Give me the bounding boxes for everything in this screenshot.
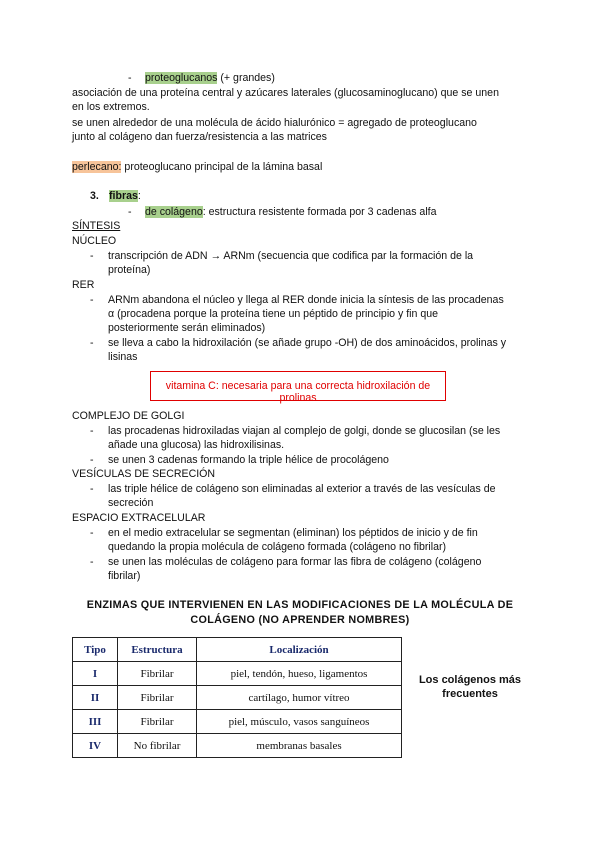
perlecano-rest: proteoglucano principal de la lámina basal: [121, 161, 323, 173]
text-line: quedando la propia molécula de colágeno formada (colágeno no fibrilar): [108, 541, 447, 553]
dash: -: [90, 425, 94, 437]
fibras-colon: :: [137, 190, 141, 202]
dash: -: [90, 483, 94, 495]
dash: -: [90, 454, 94, 466]
side-note: Los colágenos más frecuentes: [418, 674, 522, 700]
dash: -: [90, 556, 94, 568]
text-line: secreción: [108, 497, 154, 509]
text-line: se lleva a cabo la hidroxilación (se añade grupo -OH) de dos aminoácidos, prolinas y: [108, 337, 507, 349]
dash: -: [90, 337, 94, 349]
text-line: las procadenas hidroxiladas viajan al complejo de golgi, donde se glucosilan (se les: [108, 425, 501, 437]
text-line: las triple hélice de colágeno son eliminadas al exterior a través de las vesículas de: [108, 483, 496, 495]
text-line: añade una glucosa) las hidroxilisinas.: [108, 439, 285, 451]
perlecano-line: [72, 160, 322, 174]
proteoglucanos-rest: (+ grandes): [217, 72, 275, 84]
cell-tipo: IV: [73, 734, 118, 758]
text-line: transcripción de ADN → ARNm (secuencia que codifica par la formación de la: [108, 250, 474, 262]
text-line: junto al colágeno dan fuerza/resistencia a las matrices: [72, 131, 327, 143]
vitamina-c-text: vitamina C: necesaria para una correcta hidroxilación de prolinas: [165, 380, 431, 404]
proteoglucanos-line: [145, 71, 275, 85]
text-line: proteína): [108, 264, 151, 276]
text-line: en el medio extracelular se segmentan (eliminan) los péptidos de inicio y de fin: [108, 527, 478, 539]
cell-estructura: Fibrilar: [118, 686, 197, 710]
fibras-label: fibras: [109, 190, 138, 202]
dash: -: [128, 72, 132, 84]
text-line: se unen las moléculas de colágeno para formar las fibra de colágeno (colágeno: [108, 556, 482, 568]
text-line: ARNm abandona el núcleo y llega al RER donde inicia la síntesis de las procadenas: [108, 294, 504, 306]
text-line: asociación de una proteína central y azúcares laterales (glucosaminoglucano) que se unen: [72, 87, 499, 99]
enzimas-title: COLÁGENO (NO APRENDER NOMBRES): [190, 614, 410, 626]
collagen-table: [72, 637, 402, 758]
cell-estructura: Fibrilar: [118, 710, 197, 734]
section-nucleo: NÚCLEO: [72, 235, 117, 247]
colageno-term: de colágeno: [145, 206, 203, 218]
cell-tipo: III: [73, 710, 118, 734]
fibras-heading: [109, 189, 141, 203]
text-line: en los extremos.: [72, 101, 150, 113]
col-header-localizacion: Localización: [197, 638, 402, 662]
section-golgi: COMPLEJO DE GOLGI: [72, 410, 185, 422]
section-vesiculas: VESÍCULAS DE SECRECIÓN: [72, 468, 216, 480]
fibras-number: 3.: [90, 190, 99, 202]
table-row: [73, 734, 402, 758]
cell-estructura: No fibrilar: [118, 734, 197, 758]
dash: -: [90, 294, 94, 306]
text-line: fibrilar): [108, 570, 141, 582]
dash: -: [128, 206, 132, 218]
table-header-row: [73, 638, 402, 662]
section-espacio: ESPACIO EXTRACELULAR: [72, 512, 206, 524]
cell-localizacion: cartílago, humor vítreo: [197, 686, 402, 710]
text-line: se unen alrededor de una molécula de ácido hialurónico = agregado de proteoglucano: [72, 117, 477, 129]
col-header-estructura: Estructura: [118, 638, 197, 662]
perlecano-term: perlecano:: [72, 161, 122, 173]
text-line: posteriormente serán eliminados): [108, 322, 266, 334]
col-header-tipo: Tipo: [73, 638, 118, 662]
vitamina-c-note: [150, 371, 446, 404]
table-row: [73, 662, 402, 686]
cell-tipo: I: [73, 662, 118, 686]
text-line: α (procadena porque la proteína tiene un péptido de principio y fin que: [108, 308, 439, 320]
table-row: [73, 710, 402, 734]
table-row: [73, 686, 402, 710]
dash: -: [90, 527, 94, 539]
section-rer: RER: [72, 279, 95, 291]
enzimas-title: ENZIMAS QUE INTERVIENEN EN LAS MODIFICACIONES DE LA MOLÉCULA DE: [86, 599, 514, 611]
dash: -: [90, 250, 94, 262]
section-sintesis: SÍNTESIS: [72, 220, 121, 232]
cell-localizacion: piel, músculo, vasos sanguíneos: [197, 710, 402, 734]
cell-tipo: II: [73, 686, 118, 710]
text-line: lisinas: [108, 351, 138, 363]
cell-localizacion: membranas basales: [197, 734, 402, 758]
cell-localizacion: piel, tendón, hueso, ligamentos: [197, 662, 402, 686]
cell-estructura: Fibrilar: [118, 662, 197, 686]
colageno-line: [145, 205, 437, 219]
proteoglucanos-term: proteoglucanos: [145, 72, 218, 84]
text-line: se unen 3 cadenas formando la triple hélice de procolágeno: [108, 454, 389, 466]
colageno-rest: : estructura resistente formada por 3 cadenas alfa: [202, 206, 437, 218]
